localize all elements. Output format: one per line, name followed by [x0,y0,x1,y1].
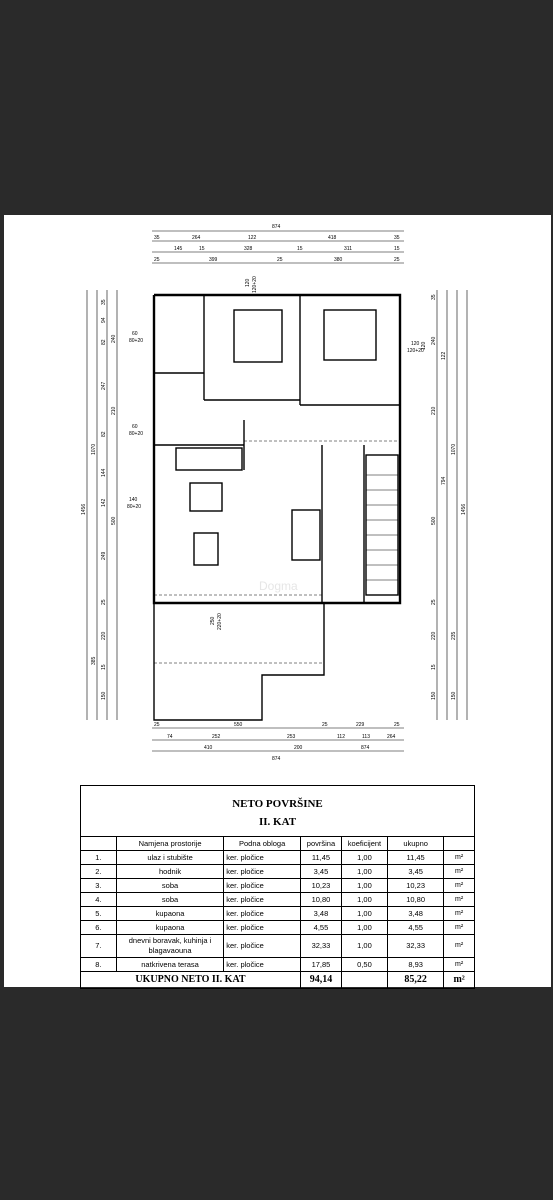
opening-w3-frame: 80+20 [129,431,144,437]
row-name: soba [116,893,223,907]
table-row [81,935,475,958]
table-row [81,907,475,921]
row-area: 32,33 [301,935,342,958]
total-label: UKUPNO NETO II. KAT [81,972,301,989]
dim-bottom-i: 112 [337,734,345,740]
dim-top-h: 328 [244,246,253,252]
table-title: NETO POVRŠINE [81,786,475,814]
total-area: 94,14 [301,972,342,989]
row-floor: ker. pločice [224,879,301,893]
document-sheet [4,215,551,987]
row-total: 4,55 [387,921,443,935]
row-area: 3,45 [301,865,342,879]
dim-left-f: 240 [111,334,117,343]
dim-left-n: 25 [101,599,107,605]
dim-left-b: 385 [91,656,97,665]
row-number: 5. [81,907,117,921]
opening-d1-frame: 220+20 [217,613,223,630]
dim-left-e: 82 [101,339,107,345]
net-area-table [80,785,475,989]
opening-w2-frame: 80+20 [129,338,144,344]
dim-right-j: 25 [431,599,437,605]
dim-right-h: 1456 [461,503,467,515]
opening-w3-size: 60 [132,424,138,430]
row-area: 4,55 [301,921,342,935]
row-unit: m² [444,935,475,958]
row-coef: 1,00 [341,893,387,907]
dim-top-c: 122 [248,235,257,241]
dim-right-l: 235 [451,631,457,640]
dim-bottom-f: 74 [167,734,173,740]
dim-bottom-e: 25 [394,722,400,728]
row-total: 10,23 [387,879,443,893]
dim-top-a: 35 [154,235,160,241]
row-number: 2. [81,865,117,879]
dim-right-f: 1070 [451,443,457,455]
row-unit: m² [444,958,475,972]
row-number: 3. [81,879,117,893]
dim-bottom-h: 253 [287,734,296,740]
table-row [81,851,475,865]
row-floor: ker. pločice [224,851,301,865]
header-purpose: Namjena prostorije [116,837,223,851]
dim-top-m: 399 [209,257,218,263]
row-name: kupaona [116,921,223,935]
total-coef-empty [341,972,387,989]
dim-top-n: 25 [277,257,283,263]
dim-left-h: 210 [111,406,117,415]
row-name: soba [116,879,223,893]
row-floor: ker. pločice [224,935,301,958]
dim-right-g: 794 [441,476,447,485]
dim-bottom-b: 550 [234,722,243,728]
dim-left-p: 15 [101,664,107,670]
dim-right-i: 500 [431,516,437,525]
dim-right-k: 220 [431,631,437,640]
dim-top-o: 380 [334,257,343,263]
dim-top-e: 35 [394,235,400,241]
header-coefficient: koeficijent [341,837,387,851]
row-floor: ker. pločice [224,865,301,879]
dim-right-a: 35 [431,294,437,300]
dim-bottom-j: 113 [362,734,370,740]
dim-right-d: 122 [441,351,447,360]
dim-right-c: 240 [431,336,437,345]
row-floor: ker. pločice [224,893,301,907]
dim-right-e: 210 [431,406,437,415]
row-coef: 0,50 [341,958,387,972]
row-unit: m² [444,893,475,907]
row-number: 6. [81,921,117,935]
row-area: 3,48 [301,907,342,921]
row-floor: ker. pločice [224,921,301,935]
table-row [81,879,475,893]
dim-right-o: 150 [451,691,457,700]
row-area: 11,45 [301,851,342,865]
table-total-row [81,972,475,989]
dim-left-a: 1070 [91,443,97,455]
opening-w2-size: 60 [132,331,138,337]
dim-top-f: 145 [174,246,183,252]
row-floor: ker. pločice [224,958,301,972]
dim-left-g: 247 [101,381,107,390]
dim-top-p: 25 [394,257,400,263]
opening-w5-size: 120 [411,341,420,347]
table-row [81,893,475,907]
table-row [81,921,475,935]
dim-right-m: 15 [431,664,437,670]
opening-w1-size: 120 [245,278,251,287]
dim-top-g: 15 [199,246,205,252]
row-coef: 1,00 [341,921,387,935]
dim-bottom-c: 25 [322,722,328,728]
row-coef: 1,00 [341,935,387,958]
row-unit: m² [444,865,475,879]
dim-bottom-k: 264 [387,734,396,740]
row-name: dnevni boravak, kuhinja i blagavaouna [116,935,223,958]
row-number: 8. [81,958,117,972]
row-unit: m² [444,921,475,935]
row-coef: 1,00 [341,865,387,879]
watermark-text: Dogma [259,579,298,593]
row-unit: m² [444,879,475,893]
table-header-row [81,837,475,851]
opening-w1-frame: 120+20 [252,276,258,293]
dim-left-q: 150 [101,691,107,700]
row-number: 1. [81,851,117,865]
row-total: 3,48 [387,907,443,921]
row-floor: ker. pločice [224,907,301,921]
row-name: kupaona [116,907,223,921]
total-sum: 85,22 [387,972,443,989]
dim-left-o: 220 [101,631,107,640]
dim-bottom-total: 874 [272,756,281,762]
header-area: površina [301,837,342,851]
dim-top-d: 418 [328,235,337,241]
row-number: 4. [81,893,117,907]
total-unit: m² [444,972,475,989]
header-flooring: Podna obloga [224,837,301,851]
row-coef: 1,00 [341,851,387,865]
opening-w5-frame: 120+20 [407,348,424,354]
row-total: 3,45 [387,865,443,879]
row-area: 10,80 [301,893,342,907]
dim-left-d: 94 [101,317,107,323]
table-row [81,865,475,879]
dim-left-i: 82 [101,431,107,437]
dim-top-k: 15 [394,246,400,252]
dim-bottom-a: 25 [154,722,160,728]
row-unit: m² [444,851,475,865]
dim-right-n: 150 [431,691,437,700]
dim-left-m: 249 [101,551,107,560]
dim-bottom-d: 229 [356,722,365,728]
row-coef: 1,00 [341,907,387,921]
floor-plan-drawing [4,215,551,762]
row-area: 17,85 [301,958,342,972]
dim-bottom-n: 874 [361,745,370,751]
header-total: ukupno [387,837,443,851]
row-name: ulaz i stubište [116,851,223,865]
header-unit [444,837,475,851]
row-name: hodnik [116,865,223,879]
opening-w4-size: 140 [129,497,138,503]
dim-top-total: 874 [272,224,281,230]
dim-bottom-g: 252 [212,734,221,740]
row-total: 11,45 [387,851,443,865]
row-total: 32,33 [387,935,443,958]
dim-left-k: 142 [101,498,107,507]
header-number [81,837,117,851]
row-total: 8,93 [387,958,443,972]
row-number: 7. [81,935,117,958]
row-unit: m² [444,907,475,921]
dim-bottom-m: 200 [294,745,303,751]
row-coef: 1,00 [341,879,387,893]
dim-top-i: 15 [297,246,303,252]
opening-d1-size: 250 [210,616,216,625]
dim-left-j: 144 [101,468,107,477]
table-subtitle: II. KAT [81,813,475,837]
dim-top-j: 311 [344,246,352,252]
row-name: natkrivena terasa [116,958,223,972]
dim-right-b: 120 [421,341,427,350]
dim-left-l: 500 [111,516,117,525]
dim-top-b: 264 [192,235,201,241]
row-area: 10,23 [301,879,342,893]
dim-top-l: 25 [154,257,160,263]
table-row [81,958,475,972]
opening-w4-frame: 80+20 [127,504,142,510]
row-total: 10,80 [387,893,443,907]
dim-left-c: 35 [101,299,107,305]
dim-bottom-l: 410 [204,745,213,751]
dim-left-total: 1456 [81,503,87,515]
